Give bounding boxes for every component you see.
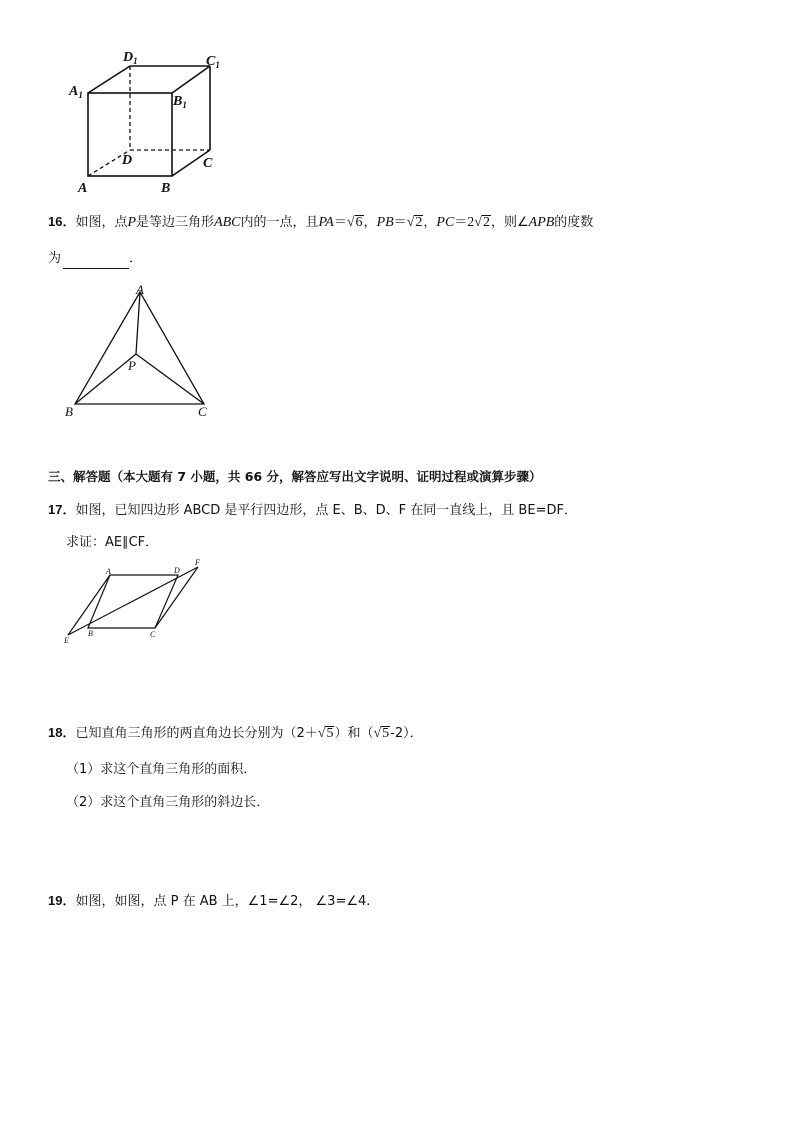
triangle-figure [60,280,230,425]
triangle-label-b: B [65,404,73,419]
parallelogram-label-f: F [195,558,200,567]
question-19: 19．如图，如图，点 P 在 AB 上，∠1=∠2， ∠3=∠4. [48,893,371,909]
cube-label-b: B [161,181,171,196]
question-17-prove: 求证：AE∥CF． [66,535,159,550]
sqrt-6: √6 [346,215,363,230]
two-sqrt-2: 2√2 [467,215,490,230]
question-number: 19． [48,893,76,908]
parallelogram-label-a: A [106,567,111,576]
sqrt-5: √5 [317,726,334,741]
parallelogram-figure [60,555,220,650]
question-17: 17．如图，已知四边形 ABCD 是平行四边形，点 E、B、D、F 在同一直线上，且 BE=DF． [48,502,577,518]
sqrt-5: √5 [373,726,390,741]
cube-label-d1: $D_1$ [123,50,138,66]
parallelogram-label-d: D [174,566,180,575]
question-16-line2: 为 ． [48,249,142,269]
triangle-label-a: A [136,282,144,297]
question-18-part-1: （1）求这个直角三角形的面积． [66,762,257,777]
question-16: 16．如图，点P是等边三角形ABC内的一点，且PA＝√6，PB＝√2，PC＝2√2，则∠APB的度数 [48,212,593,233]
question-18: 18．已知直角三角形的两直角边长分别为（2＋√5）和（√5-2）． [48,723,423,744]
sqrt-2: √2 [406,215,423,230]
triangle-label-p: P [128,358,136,373]
cube-label-a: A [78,181,88,196]
cube-label-a1: $A_1$ [69,84,83,100]
question-number: 18． [48,725,76,740]
cube-figure [60,45,240,200]
cube-label-b1: $B_1$ [173,94,187,110]
parallelogram-label-c: C [150,630,156,639]
cube-label-c1: $C_1$ [206,54,220,70]
question-number: 16． [48,214,76,229]
section-heading: 三、解答题（本大题有 7 小题，共 66 分，解答应写出文字说明、证明过程或演算步骤） [48,469,542,484]
question-number: 17． [48,502,76,517]
question-18-part-2: （2）求这个直角三角形的斜边长． [66,795,270,810]
triangle-label-c: C [198,404,207,419]
parallelogram-label-b: B [88,629,93,638]
answer-blank[interactable] [63,254,129,269]
parallelogram-label-e: E [64,636,69,645]
cube-label-c: C [203,156,213,171]
cube-label-d: D [122,153,133,168]
